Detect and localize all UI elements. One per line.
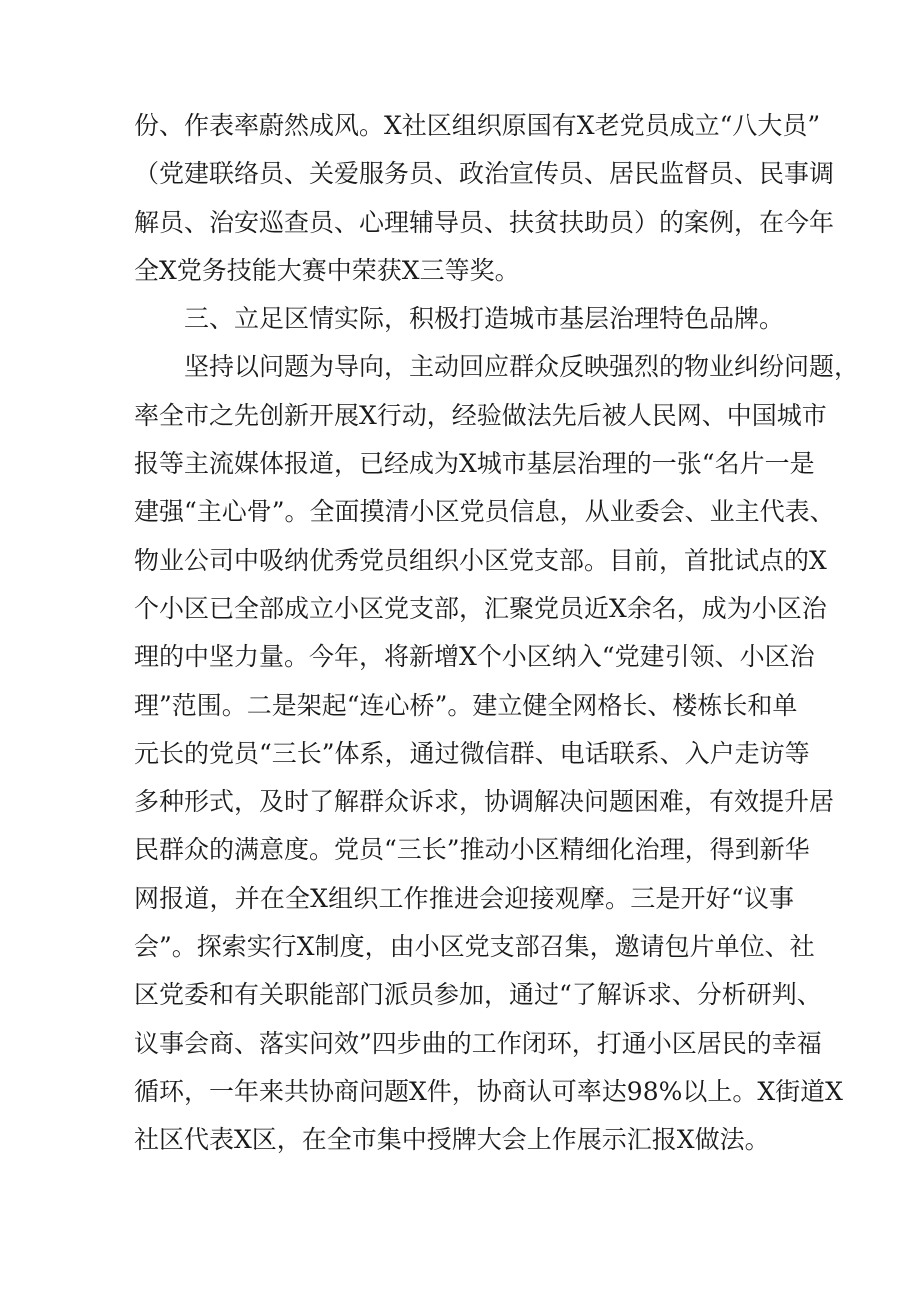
- paragraph-2-line: 网报道，并在全X组织工作推进会迎接观摩。三是开好“议事: [134, 883, 794, 913]
- paragraph-2-line: 理”范围。二是架起“连心桥”。建立健全网格长、楼栋长和单: [134, 690, 798, 720]
- paragraph-2-line: 率全市之先创新开展X行动，经验做法先后被人民网、中国城市: [134, 400, 827, 430]
- document-body: [134, 102, 860, 1165]
- paragraph-2-line: 个小区已全部成立小区党支部，汇聚党员近X余名，成为小区治: [134, 593, 827, 623]
- paragraph-2-line: 民群众的满意度。党员“三长”推动小区精细化治理，得到新华: [134, 835, 810, 865]
- paragraph-1-line: 全X党务技能大赛中荣获X三等奖。: [134, 255, 520, 285]
- paragraph-2-line: 理的中坚力量。今年，将新增X个小区纳入“党建引领、小区治: [134, 642, 815, 672]
- paragraph-2-line: 会”。探索实行X制度，由小区党支部召集，邀请包片单位、社: [134, 932, 815, 962]
- paragraph-2-line: 元长的党员“三长”体系，通过微信群、电话联系、入户走访等: [134, 738, 810, 768]
- paragraph-1-line: （党建联络员、关爱服务员、政治宣传员、居民监督员、民事调: [134, 159, 835, 189]
- paragraph-2-line: 坚持以问题为导向，主动回应群众反映强烈的物业纠纷问题，: [184, 352, 860, 382]
- paragraph-2-line: 区党委和有关职能部门派员参加，通过“了解诉求、分析研判、: [134, 980, 822, 1010]
- section-heading-3: 三、立足区情实际，积极打造城市基层治理特色品牌。: [184, 304, 785, 334]
- paragraph-2-line: 多种形式，及时了解群众诉求，协调解决问题困难，有效提升居: [134, 787, 835, 817]
- paragraph-2-line: 物业公司中吸纳优秀党员组织小区党支部。目前，首批试点的X: [134, 545, 827, 575]
- paragraph-1-line: 解员、治安巡查员、心理辅导员、扶贫扶助员）的案例，在今年: [134, 207, 835, 237]
- paragraph-1-line: 份、作表率蔚然成风。X社区组织原国有X老党员成立“八大员”: [134, 111, 821, 140]
- paragraph-2-line: 社区代表X区，在全市集中授牌大会上作展示汇报X做法。: [134, 1125, 770, 1155]
- paragraph-2-line: 议事会商、落实问效”四步曲的工作闭环，打通小区居民的幸福: [134, 1028, 822, 1058]
- paragraph-2-line: 循环，一年来共协商问题X件，协商认可率达98%以上。X街道X: [134, 1076, 843, 1106]
- paragraph-2-line: 报等主流媒体报道，已经成为X城市基层治理的一张“名片一是: [134, 449, 815, 479]
- paragraph-2-line: 建强“主心骨”。全面摸清小区党员信息，从业委会、业主代表、: [134, 497, 835, 527]
